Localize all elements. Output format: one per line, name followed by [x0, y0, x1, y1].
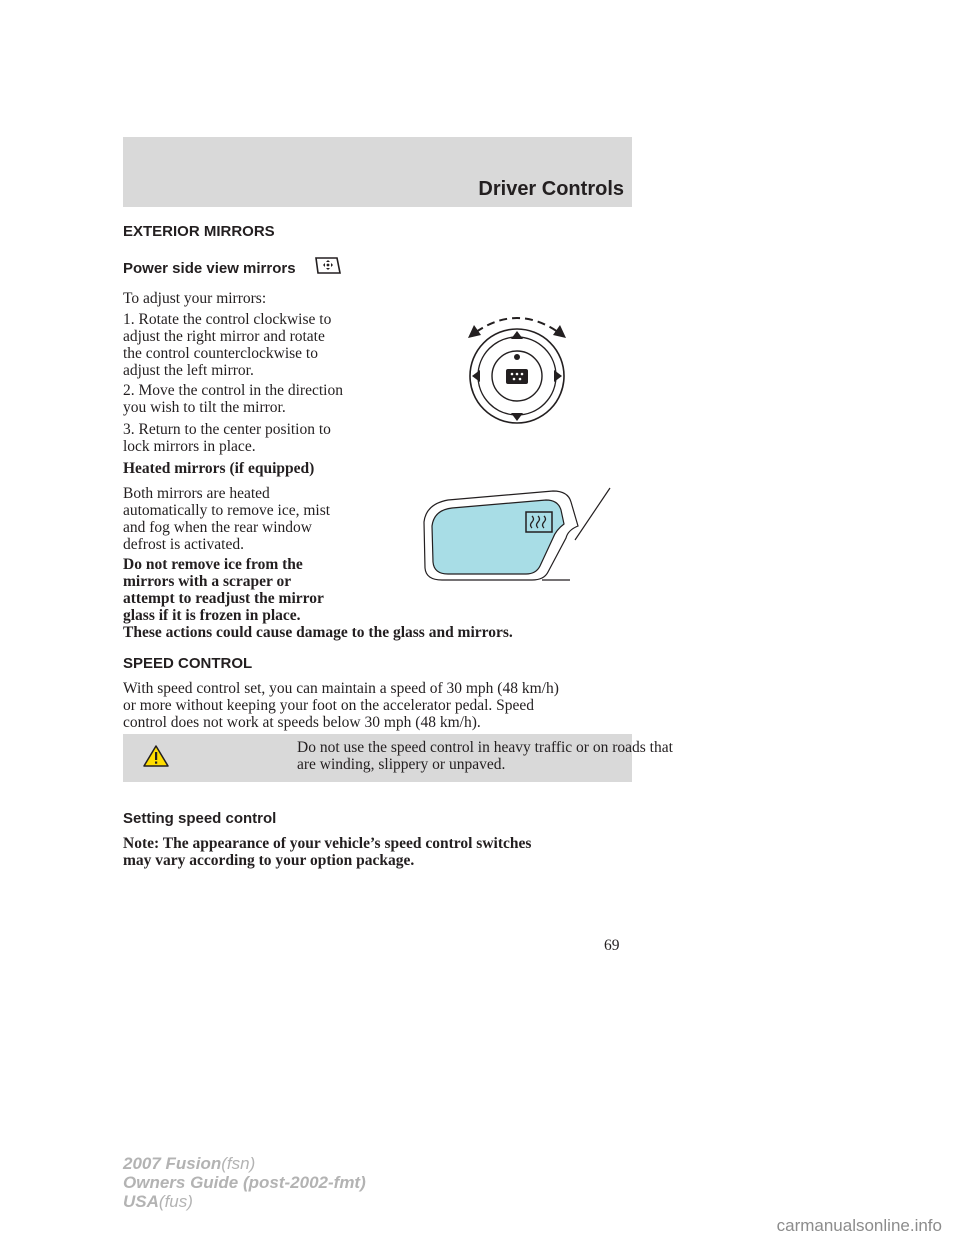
- speed-control-intro: With speed control set, you can maintain a speed of 30 mph (48 km/h) or more without keeping your foot on the accelerator pedal. Speed control does not work at speeds below 30 mph (48 km/h).: [123, 680, 559, 731]
- speed-control-note: Note: The appearance of your vehicle’s speed control switches may vary according to your option package.: [123, 835, 532, 869]
- exterior-mirrors-heading: EXTERIOR MIRRORS: [123, 223, 275, 240]
- heated-mirrors-text: Both mirrors are heated automatically to remove ice, mist and fog when the rear window defrost is activated.: [123, 485, 331, 553]
- header-bar: [123, 137, 632, 207]
- mirror-control-icon: [314, 255, 342, 277]
- warning-text: Do not use the speed control in heavy traffic or on roads that are winding, slippery or unpaved.: [297, 739, 673, 773]
- step-1: 1. Rotate the control clockwise to adjust the right mirror and rotate the control counterclockwise to adjust the left mirror.: [123, 311, 332, 379]
- heated-mirror-icon: [418, 482, 612, 584]
- warning-triangle-icon: [143, 744, 169, 768]
- document-footer: 2007 Fusion(fsn) Owners Guide (post-2002-fmt) USA(fus): [123, 1154, 366, 1211]
- heated-mirrors-warning: Do not remove ice from the mirrors with a scraper or attempt to readjust the mirror glass if it is frozen in place. These actions could cause damage to the glass and mirrors.: [123, 556, 513, 641]
- speed-control-warning: [123, 734, 673, 782]
- section-title: Driver Controls: [478, 178, 624, 200]
- step-2: 2. Move the control in the direction you wish to tilt the mirror.: [123, 382, 343, 416]
- watermark: carmanualsonline.info: [776, 1216, 942, 1235]
- step-3: 3. Return to the center position to lock mirrors in place.: [123, 421, 331, 455]
- speed-control-heading: SPEED CONTROL: [123, 655, 253, 672]
- page-number: 69: [604, 937, 620, 954]
- power-mirrors-subheading: Power side view mirrors: [123, 260, 296, 277]
- setting-speed-control-heading: Setting speed control: [123, 810, 277, 827]
- heated-mirrors-heading: Heated mirrors (if equipped): [123, 460, 315, 477]
- mirror-control-knob-icon: [462, 308, 572, 428]
- adjust-intro: To adjust your mirrors:: [123, 290, 267, 307]
